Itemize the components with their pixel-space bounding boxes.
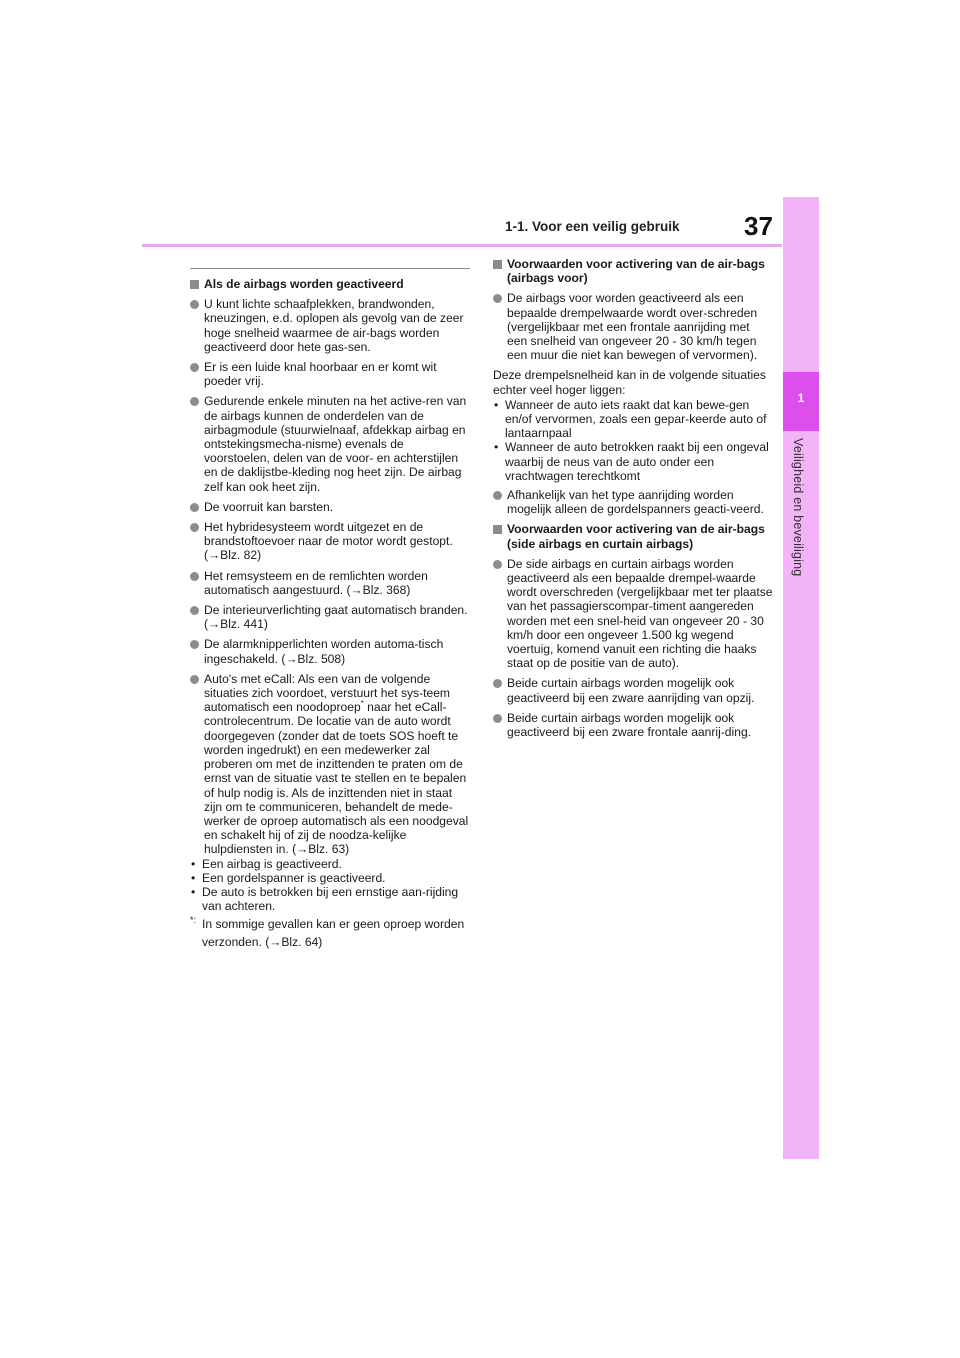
bullet-item: U kunt lichte schaafplekken, brandwonden, kneuzingen, e.d. oplopen als gevolg van de zeer hoge snelheid waarmee de air-bags worden geactiveerd door hete gas-sen. <box>190 297 470 354</box>
dot-item: • Een gordelspanner is geactiveerd. <box>190 871 470 885</box>
page-number: 37 <box>744 211 773 241</box>
bullet-item: De airbags voor worden geactiveerd als een bepaalde drempelwaarde wordt over-schreden (vergelijkbaar met een frontale aanrijding met een snelheid van ongeveer 20 - 30 km/h tegen een muur die niet kan bewegen of vervormen). <box>493 291 773 362</box>
footnote-text: In sommige gevallen kan er geen oproep worden verzonden. (→Blz. 64) <box>202 917 465 950</box>
section-heading: Voorwaarden voor activering van de air-bags (airbags voor) <box>493 257 773 285</box>
bullet-item: Beide curtain airbags worden mogelijk ook geactiveerd bij een zware aanrijding van opzij. <box>493 676 773 704</box>
bullet-item: De voorruit kan barsten. <box>190 500 470 514</box>
chapter-number: 1 <box>797 391 805 405</box>
right-column <box>493 257 773 745</box>
section-heading: Voorwaarden voor activering van de air-bags (side airbags en curtain airbags) <box>493 522 773 550</box>
dot-item: • Een airbag is geactiveerd. <box>190 857 470 871</box>
bullet-item: Beide curtain airbags worden mogelijk ook geactiveerd bij een zware frontale aanrij-ding. <box>493 711 773 739</box>
bullet-item: Het hybridesysteem wordt uitgezet en de brandstoftoevoer naar de motor wordt gestopt. (→Blz. 82) <box>190 520 470 563</box>
bullet-item: De side airbags en curtain airbags worden geactiveerd als een bepaalde drempel-waarde wordt overschreden (vergelijkbaar met ter plaatse van het passagierscompar-timent aangereden worden met een snel-heid van ongeveer 20 - 30 km/h door een ongeveer 1.500 kg wegend voertuig, komend vanuit een richting die haaks staat op de positie van de auto). <box>493 557 773 671</box>
chapter-side-tab <box>783 197 819 1159</box>
footnote-ref: * <box>360 699 364 709</box>
section-heading: Als de airbags worden geactiveerd <box>190 277 470 291</box>
bullet-item: De alarmknipperlichten worden automa-tisch ingeschakeld. (→Blz. 508) <box>190 637 470 665</box>
paragraph: Deze drempelsnelheid kan in de volgende situaties echter veel hoger liggen: <box>493 368 766 397</box>
bullet-item: Er is een luide knal hoorbaar en er komt wit poeder vrij. <box>190 360 470 388</box>
bullet-item-ecall <box>190 672 470 857</box>
ecall-text-part1: Auto's met eCall: Als een van de volgende situaties zich voordoet, verstuurt het sys-teem automatisch een noodoproep <box>204 671 451 715</box>
footnote-mark: *: <box>190 915 197 926</box>
bullet-item: De interieurverlichting gaat automatisch branden. (→Blz. 441) <box>190 603 470 631</box>
header-rule <box>142 244 782 247</box>
chapter-title: Veiligheid en beveiliging <box>791 438 805 577</box>
dot-item: • Wanneer de auto betrokken raakt bij een ongeval waarbij de neus van de auto onder een vrachtwagen terechtkomt <box>493 440 773 483</box>
section-title: 1-1. Voor een veilig gebruik <box>505 219 680 234</box>
dot-item: • De auto is betrokken bij een ernstige aan-rijding van achteren. <box>190 885 470 913</box>
ecall-text-part2: naar het eCall-controlecentrum. De locatie van de auto wordt doorgegeven (zonder dat de toets SOS hoeft te worden ingedrukt) en een medewerker zal proberen om met de inzittenden te praten om de ernst van de situatie vast te stellen en te bepalen of hulp nodig is. Als de inzittenden niet in staat zijn om te communiceren, behandelt de mede-werker de oproep automatisch als een noodgeval en schakelt hij of zij de noodza-kelijke hulpdiensten in. (→Blz. 63) <box>204 700 469 857</box>
bullet-item: Gedurende enkele minuten na het active-ren van de airbags kunnen de onderdelen van de airbagmodule (stuurwielnaaf, afdekkap airbag en ontstekingsmecha-nisme) evenals de voorstoelen, delen van de voor- en achterstijlen en de daklijstbe-kleding nog heet zijn. De airbag zelf kan ook heet zijn. <box>190 394 470 493</box>
section-top-rule <box>190 268 470 269</box>
left-column <box>190 268 470 951</box>
bullet-item: Afhankelijk van het type aanrijding worden mogelijk alleen de gordelspanners geacti-veerd. <box>493 488 773 516</box>
dot-item: • Wanneer de auto iets raakt dat kan bewe-gen en/of vervormen, zoals een gepar-keerde auto of lantaarnpaal <box>493 398 773 441</box>
bullet-item: Het remsysteem en de remlichten worden automatisch aangestuurd. (→Blz. 368) <box>190 569 470 597</box>
footnote <box>190 915 470 951</box>
